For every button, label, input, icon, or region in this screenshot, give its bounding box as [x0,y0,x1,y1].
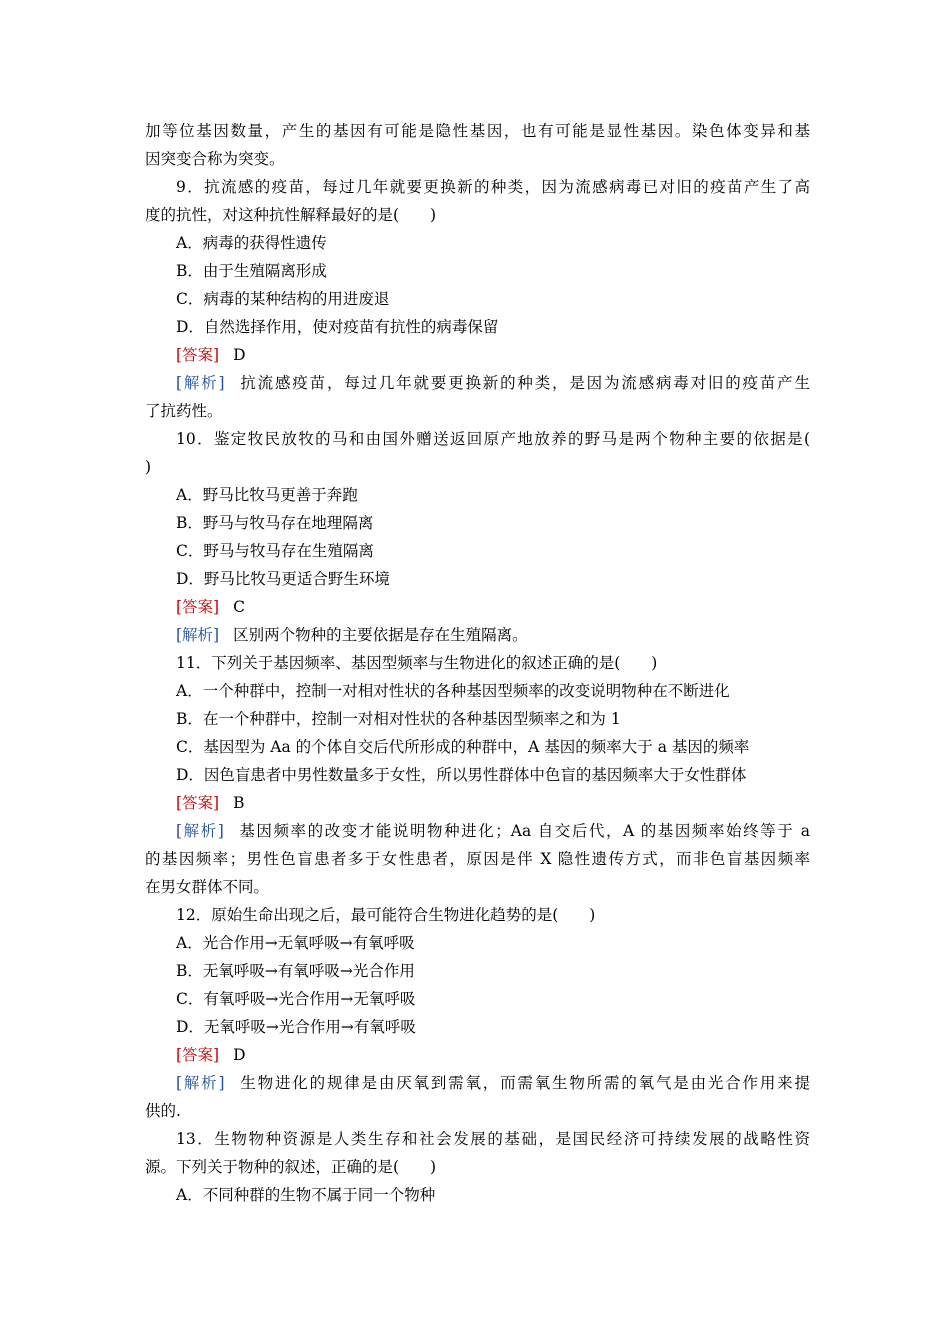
q12-option-a: A．光合作用→无氧呼吸→有氧呼吸 [176,934,415,952]
q12-answer [145,1041,810,1069]
q10-option-b: B．野马与牧马存在地理隔离 [176,514,374,532]
q12-option-b: B．无氧呼吸→有氧呼吸→光合作用 [176,962,415,980]
q9-option-d: D．自然选择作用，使对疫苗有抗性的病毒保留 [176,318,499,336]
q12-answer-value: D [233,1046,246,1064]
q13-option-a: A．不同种群的生物不属于同一个物种 [176,1186,436,1204]
q9-option-a: A．病毒的获得性遗传 [176,234,327,252]
document-page [145,117,810,1209]
analysis-label: [解析] [176,374,225,392]
analysis-label: [解析] [176,626,220,644]
analysis-label: [解析] [176,822,224,840]
q11-analysis-text-1: 基因频率的改变才能说明物种进化；Aa 自交后代，A 的基因频率始终等于 a [237,822,810,840]
q9-analysis-text-1: 抗流感疫苗，每过几年就要更换新的种类，是因为流感病毒对旧的疫苗产生 [238,374,810,392]
q10-option-c: C．野马与牧马存在生殖隔离 [176,542,374,560]
q12-option-c: C．有氧呼吸→光合作用→无氧呼吸 [176,990,416,1008]
q12-option-d: D．无氧呼吸→光合作用→有氧呼吸 [176,1018,416,1036]
q9-analysis-line-2: 了抗药性。 [145,402,223,420]
q9-analysis-line-1 [145,369,810,397]
q11-answer-value: B [233,794,245,812]
q11-option-b: B．在一个种群中，控制一对相对性状的各种基因型频率之和为 1 [176,710,621,728]
q10-option-a: A．野马比牧马更善于奔跑 [176,486,358,504]
intro-line-2: 因突变合称为突变。 [145,150,285,168]
q12-analysis-text-1: 生物进化的规律是由厌氧到需氧，而需氧生物所需的氧气是由光合作用来提 [238,1074,810,1092]
q9-stem-line-1: 9．抗流感的疫苗，每过几年就要更换新的种类，因为流感病毒已对旧的疫苗产生了高 [176,178,810,196]
answer-label: [答案] [176,794,220,812]
q11-analysis-line-1 [145,817,810,845]
q11-answer [145,789,810,817]
q12-stem-line-1: 12．原始生命出现之后，最可能符合生物进化趋势的是( ) [176,906,596,924]
answer-label: [答案] [176,598,220,616]
q11-option-a: A．一个种群中，控制一对相对性状的各种基因型频率的改变说明物种在不断进化 [176,682,730,700]
answer-label: [答案] [176,346,220,364]
q11-option-d: D．因色盲患者中男性数量多于女性，所以男性群体中色盲的基因频率大于女性群体 [176,766,747,784]
q9-option-b: B．由于生殖隔离形成 [176,262,327,280]
q11-analysis-line-3: 在男女群体不同。 [145,878,270,896]
q10-analysis-line-1 [145,621,810,649]
q13-stem-line-2: 源。下列关于物种的叙述，正确的是( ) [145,1158,437,1176]
q10-answer-value: C [233,598,245,616]
q10-option-d: D．野马比牧马更适合野生环境 [176,570,390,588]
q13-stem-line-1: 13．生物物种资源是人类生存和社会发展的基础，是国民经济可持续发展的战略性资 [176,1130,810,1148]
q11-stem-line-1: 11．下列关于基因频率、基因型频率与生物进化的叙述正确的是( ) [176,654,658,672]
q12-analysis-line-2: 供的. [145,1102,181,1120]
q9-answer [145,341,810,369]
answer-label: [答案] [176,1046,220,1064]
q10-answer [145,593,810,621]
q10-analysis-text-1: 区别两个物种的主要依据是存在生殖隔离。 [233,626,528,644]
q12-analysis-line-1 [145,1069,810,1097]
analysis-label: [解析] [176,1074,225,1092]
q10-stem-line-2: ) [145,458,152,476]
q10-stem-line-1: 10．鉴定牧民放牧的马和由国外赠送返回原产地放养的野马是两个物种主要的依据是( [176,430,810,448]
q11-analysis-line-2: 的基因频率；男性色盲患者多于女性患者，原因是伴 X 隐性遗传方式，而非色盲基因频率 [145,850,810,868]
q9-option-c: C．病毒的某种结构的用进废退 [176,290,390,308]
intro-line-1: 加等位基因数量，产生的基因有可能是隐性基因，也有可能是显性基因。染色体变异和基 [145,122,810,140]
q9-stem-line-2: 度的抗性，对这种抗性解释最好的是( ) [145,206,437,224]
q11-option-c: C．基因型为 Aa 的个体自交后代所形成的种群中，A 基因的频率大于 a 基因的频率 [176,738,750,756]
q9-answer-value: D [233,346,246,364]
